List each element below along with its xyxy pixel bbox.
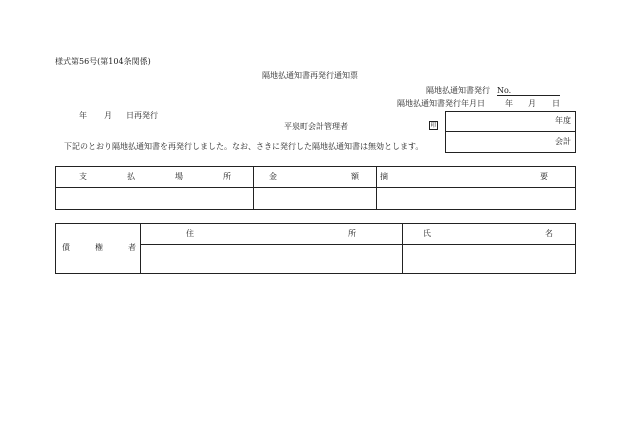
reissue-year-label: 年 [79, 111, 87, 120]
payment-place-char: 支 [79, 172, 87, 181]
name-char: 氏 [423, 229, 431, 238]
seal-mark: 印 [430, 122, 437, 129]
payment-place-char: 場 [175, 172, 183, 181]
account-label: 会計 [555, 137, 571, 146]
amount-char: 金 [269, 172, 277, 181]
name-cell[interactable] [403, 245, 575, 273]
form-number: 様式第56号(第104条関係) [55, 57, 151, 66]
issue-month-label: 月 [528, 99, 536, 108]
administrator-label: 平泉町会計管理者 [284, 122, 348, 131]
issue-day-label: 日 [552, 99, 560, 108]
issue-year-label: 年 [505, 99, 513, 108]
remarks-char: 摘 [380, 172, 388, 181]
remarks-char: 要 [540, 172, 548, 181]
amount-header [269, 172, 359, 182]
no-prefix: No. [497, 86, 512, 95]
creditor-label [62, 243, 136, 253]
reissue-day-label: 日再発行 [126, 111, 158, 120]
reissue-number-field[interactable] [497, 86, 560, 96]
creditor-char: 債 [62, 243, 70, 252]
name-char: 名 [545, 229, 553, 238]
payment-place-char: 払 [127, 172, 135, 181]
fiscal-year-label: 年度 [555, 116, 571, 125]
address-char: 所 [348, 229, 356, 238]
remarks-cell[interactable] [377, 188, 575, 209]
payment-place-header [79, 172, 231, 182]
remarks-header [380, 172, 548, 182]
address-char: 住 [186, 229, 194, 238]
reissue-no-label: 隔地払通知書発行 [426, 86, 490, 95]
form-title: 隔地払通知書再発行通知票 [262, 71, 358, 80]
creditor-char: 者 [128, 243, 136, 252]
creditor-char: 権 [95, 243, 103, 252]
address-cell[interactable] [141, 245, 401, 273]
reissue-month-label: 月 [104, 111, 112, 120]
amount-cell[interactable] [254, 188, 375, 209]
amount-char: 額 [351, 172, 359, 181]
issue-date-label: 隔地払通知書発行年月日 [397, 99, 485, 108]
name-header [423, 229, 553, 239]
payment-place-cell[interactable] [56, 188, 252, 209]
address-header [186, 229, 356, 239]
payment-place-char: 所 [223, 172, 231, 181]
notice-text: 下記のとおり隔地払通知書を再発行しました。なお、さきに発行した隔地払通知書は無効とします。 [64, 142, 424, 151]
fiscal-box-divider [445, 131, 576, 132]
